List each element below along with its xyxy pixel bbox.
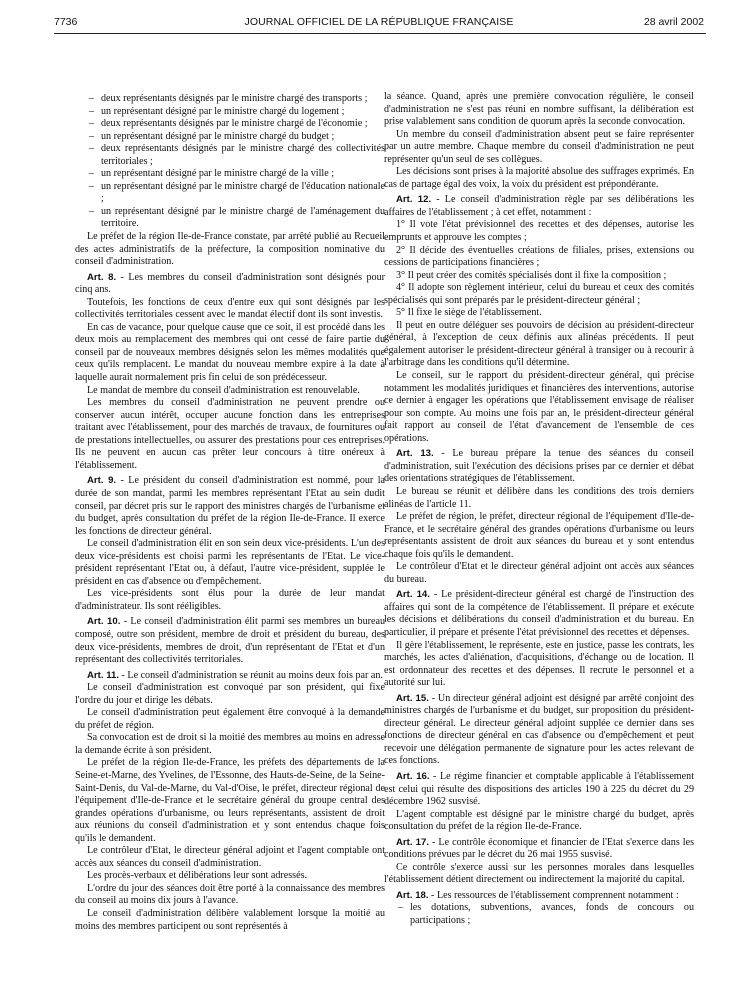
article-text: - Le président-directeur général est chargé de l'instruction des affaires qui sont de la compétence de l'établissement. Il prépare et exécute les décisions et délibérations du conseil d'administration et du bureau. En particulier, il prépare et présente l'état prévisionnel des recettes et dépenses. [384, 589, 694, 638]
article-text: - Le président du conseil d'administration est nommé, pour la durée de son mandat, parmi les membres représentant l'Etat au sein dudit conseil, par décret pris sur le rapport des ministres chargés de l'urbanisme et du budget, après consultation du préfet de la région Ile-de-France. Il exerce les fonctions de directeur général. [75, 475, 385, 537]
publication-date: 28 avril 2002 [643, 16, 704, 28]
paragraph: Le préfet de la région Ile-de-France, les préfets des départements de la Seine-et-Marne, des Yvelines, de l'Essonne, des Hauts-de-Seine, de la Seine-Saint-Denis, du Val-de-Marne, du Val-d'Oise, le préfet, directeur régional de l'équipement d'Ile-de-France et le secrétaire général du groupe central des grandes opérations d'urbanisme, ou leurs représentants, assistent de droit aux réunions du conseil d'administration et y sont entendus chaque fois qu'ils le demandent. [75, 757, 385, 844]
article-label: Art. 12. [396, 194, 432, 206]
article-label: Art. 8. [87, 271, 117, 283]
paragraph: 1° Il vote l'état prévisionnel des recettes et des dépenses, autorise les emprunts et approuve les comptes ; [384, 219, 694, 244]
article-text: - Le contrôle économique et financier de l'Etat s'exerce dans les conditions prévues par le décret du 26 mai 1955 susvisé. [384, 836, 694, 861]
paragraph: Sa convocation est de droit si la moitié des membres au moins en adresse la demande écrite à son président. [75, 732, 385, 756]
paragraph: Le bureau se réunit et délibère dans les conditions des trois derniers alinéas de l'article 11. [384, 485, 694, 510]
paragraph: Il gère l'établissement, le représente, este en justice, passe les contrats, les marchés, les actes d'aliénation, d'acquisitions, d'échange ou de location. Il est ordonnateur des recettes et des dépenses. Il recrute le personnel et a autorité sur lui. [384, 639, 694, 689]
list-item: – un représentant désigné par le ministre chargé de l'aménagement du territoire. [89, 205, 385, 230]
paragraph: Les décisions sont prises à la majorité absolue des suffrages exprimés. En cas de partage égal des voix, la voix du président est prépondérante. [384, 166, 694, 190]
list-item: – un représentant désigné par le ministre chargé du logement ; [89, 105, 345, 117]
article-text: - Le conseil d'administration élit parmi ses membres un bureau composé, outre son président, membre de droit et président du bureau, des deux vice-présidents, membres de droit, d'un représentant de l'Etat et d'un représentant des collectivités territoriales. [75, 616, 385, 666]
article-13 [384, 448, 694, 486]
right-column [384, 91, 694, 928]
article-label: Art. 17. [396, 836, 430, 848]
article-16 [384, 771, 694, 809]
header-rule [54, 33, 706, 34]
resources-list [384, 902, 694, 927]
article-label: Art. 10. [87, 616, 121, 628]
paragraph: L'ordre du jour des séances doit être porté à la connaissance des membres du conseil au moins dix jours à l'avance. [75, 882, 385, 907]
article-9 [75, 475, 385, 538]
paragraph: Le contrôleur d'Etat, le directeur général adjoint et l'agent comptable ont accès aux séances du conseil d'administration. [75, 845, 385, 869]
article-text: - Les ressources de l'établissement comprennent notamment : [428, 889, 679, 901]
paragraph: Ce contrôle s'exerce aussi sur les personnes morales dans lesquelles l'établissement détient directement ou indirectement la majorité du capital. [384, 861, 694, 886]
paragraph: Les vice-présidents sont élus pour la durée de leur mandat d'administrateur. Ils sont rééligibles. [75, 588, 385, 612]
list-item: – un représentant désigné par le ministre chargé du budget ; [89, 130, 335, 142]
article-text: - Le régime financier et comptable applicable à l'établissement est celui qui résulte des dispositions des articles 190 à 225 du décret du 29 décembre 1962 susvisé. [384, 770, 694, 808]
article-11 [75, 670, 385, 683]
left-column [75, 93, 385, 933]
paragraph: Il peut en outre déléguer ses pouvoirs de décision au président-directeur général, à l'exception de ceux définis aux alinéas précédents. Il peut également autoriser le président-directeur général à transiger ou à recourir à l'arbitrage dans les conditions qu'il détermine. [384, 319, 694, 369]
paragraph: Les membres du conseil d'administration ne peuvent prendre ou conserver aucun intérêt, occuper aucune fonction dans les entreprises traitant avec l'établissement, pour des marchés de travaux, de fournitures ou de prestations intellectuelles, ou assurer des prestations pour ces entreprises. Ils ne peuvent en aucun cas prêter leur concours à titre onéreux à l'établissement. [75, 397, 385, 471]
journal-title: JOURNAL OFFICIEL DE LA RÉPUBLIQUE FRANÇAISE [244, 16, 514, 28]
article-18 [384, 890, 694, 903]
list-item: – un représentant désigné par le ministre chargé de l'éducation nationale ; [89, 180, 385, 205]
list-item: – deux représentants désignés par le ministre chargé des collectivités territoriales ; [89, 143, 385, 167]
paragraph: Le conseil d'administration élit en son sein deux vice-présidents. L'un des deux vice-présidents est choisi parmi les représentants de l'Etat. Le vice-président représentant l'Etat ou, à défaut, l'autre vice-président, supplée le président en cas d'absence ou d'empêchement. [75, 538, 385, 587]
article-text: - Le conseil d'administration règle par ses délibérations les affaires de l'établissement ; à cet effet, notamment : [384, 194, 694, 218]
paragraph: Les procès-verbaux et délibérations leur sont adressés. [87, 870, 308, 882]
article-17 [384, 837, 694, 862]
paragraph: Le conseil, sur le rapport du président-directeur général, qui précise notamment les modalités juridiques et financières des interventions, autorise ce dernier à engager les opérations que l'établissement envisage de réaliser pour son compte. Au moins une fois par an, le président-directeur général fait rapport au conseil de l'état d'avancement de l'ensemble de ces opérations. [384, 370, 694, 444]
article-text: - Le bureau prépare la tenue des séances du conseil d'administration, suit l'exécution des décisions prises par ce dernier et débat des orientations stratégiques de l'établissement. [384, 448, 694, 485]
article-10 [75, 616, 385, 666]
list-item: – un représentant désigné par le ministre chargé de la ville ; [89, 168, 335, 180]
paragraph: 4° Il adopte son règlement intérieur, celui du bureau et ceux des comités spécialisés qui sont préparés par le président-directeur général ; [384, 282, 694, 306]
paragraph: 3° Il peut créer des comités spécialisés dont il fixe la composition ; [396, 269, 667, 281]
article-text: - Les membres du conseil d'administration sont désignés pour cinq ans. [75, 271, 385, 296]
paragraph: Le conseil d'administration délibère valablement lorsque la moitié au moins des membres participent ou sont représentés à [75, 908, 385, 932]
article-label: Art. 16. [396, 770, 430, 782]
article-14 [384, 589, 694, 639]
page-number: 7736 [54, 16, 78, 28]
paragraph: 2° Il décide des éventuelles créations de filiales, prises, extensions ou cessions de participations financières ; [384, 244, 694, 269]
representatives-list [75, 93, 385, 231]
paragraph: Le préfet de la région Ile-de-France constate, par arrêté publié au Recueil des actes administratifs de la préfecture, la composition nominative du conseil d'administration. [75, 231, 385, 268]
article-label: Art. 15. [396, 692, 429, 704]
article-text: - Un directeur général adjoint est désigné par arrêté conjoint des ministres chargés de l'urbanisme et du budget, sur proposition du président-directeur général. Le directeur général adjoint supplée ce dernier dans ses fonctions de directeur général en cas d'absence ou d'empêchement et peut recevoir une délégation permanente de signature pour les actes relevant de ces fonctions. [384, 692, 694, 767]
paragraph: L'agent comptable est désigné par le ministre chargé du budget, après consultation du préfet de la région Ile-de-France. [384, 808, 694, 833]
article-label: Art. 18. [396, 889, 429, 901]
article-label: Art. 13. [396, 448, 434, 460]
paragraph: la séance. Quand, après une première convocation régulière, le conseil d'administration ne s'est pas réuni en nombre suffisant, la délibération est prise valablement sans condition de quorum après la seconde convocation. [384, 91, 694, 128]
article-15 [384, 693, 694, 768]
paragraph: En cas de vacance, pour quelque cause que ce soit, il est procédé dans les deux mois au remplacement des membres qui ont cessé de faire partie du conseil par de nouveaux membres désignés selon les mêmes modalités que ceux qu'ils remplacent. Le mandat du nouveau membre expire à la date à laquelle aurait normalement pris fin celui de son prédécesseur. [75, 321, 385, 384]
list-item: – deux représentants désignés par le ministre chargé des transports ; [89, 93, 368, 104]
list-item: – les dotations, subventions, avances, fonds de concours ou participations ; [398, 902, 694, 926]
article-8 [75, 272, 385, 297]
paragraph: Un membre du conseil d'administration absent peut se faire représenter par un autre membre. Chaque membre du conseil d'administration ne peut représenter qu'un seul de ses collègues. [384, 128, 694, 165]
page-header [54, 16, 704, 32]
paragraph: Le conseil d'administration peut également être convoqué à la demande du préfet de région. [75, 707, 385, 731]
paragraph: Le conseil d'administration est convoqué par son président, qui fixe l'ordre du jour et dirige les débats. [75, 682, 385, 706]
list-item: – deux représentants désignés par le ministre chargé de l'économie ; [89, 118, 368, 130]
paragraph: Toutefois, les fonctions de ceux d'entre eux qui sont désignés par les collectivités territoriales cessent avec le mandat électif dont ils sont investis. [75, 296, 385, 321]
paragraph: Le préfet de région, le préfet, directeur régional de l'équipement d'Ile-de-France, et le secrétaire général des grandes opérations d'urbanisme ou leurs représentants assistent de droit aux séances du bureau et y sont entendus chaque fois qu'ils le demandent. [384, 511, 694, 560]
article-label: Art. 9. [87, 475, 117, 487]
paragraph: 5° Il fixe le siège de l'établissement. [396, 307, 542, 319]
article-text: - Le conseil d'administration se réunit au moins deux fois par an. [119, 669, 383, 681]
article-label: Art. 11. [87, 669, 119, 681]
article-label: Art. 14. [396, 589, 430, 601]
article-12 [384, 194, 694, 219]
paragraph: Le mandat de membre du conseil d'administration est renouvelable. [87, 384, 360, 396]
paragraph: Le contrôleur d'Etat et le directeur général adjoint ont accès aux séances du bureau. [384, 561, 694, 585]
